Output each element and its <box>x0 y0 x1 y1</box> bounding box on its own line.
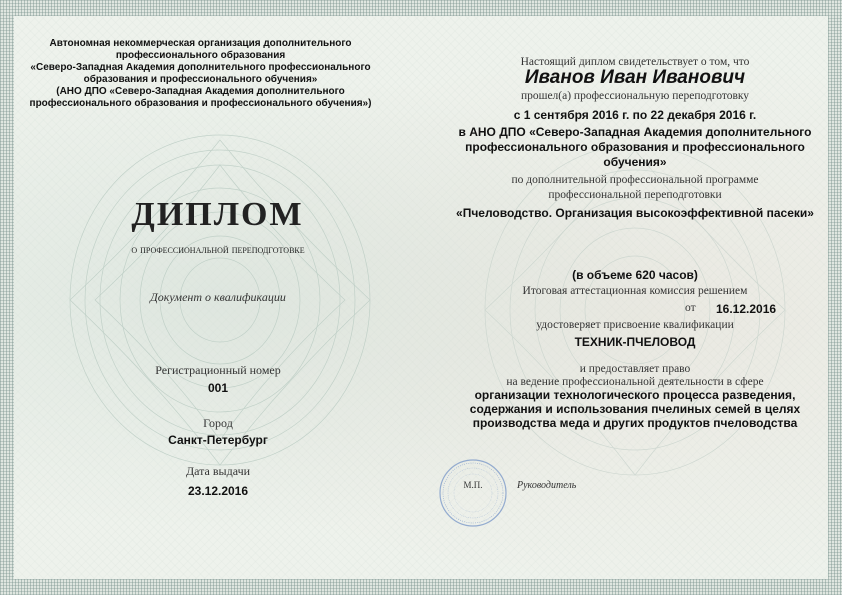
activity-intro: на ведение профессиональной деятельности в сфере <box>506 376 764 388</box>
qualification-value: ТЕХНИК-ПЧЕЛОВОД <box>574 335 696 349</box>
registration-number-label: Регистрационный номер <box>155 363 281 377</box>
diploma-subtitle: о профессиональной переподготовке <box>131 242 305 256</box>
org-line: (АНО ДПО «Северо-Западная Академия дополнительного <box>56 86 345 97</box>
ornamental-border-right <box>828 0 842 595</box>
org-line: Автономная некоммерческая организация дополнительного <box>49 38 352 49</box>
org-line: в АНО ДПО «Северо-Западная Академия дополнительного <box>458 125 812 139</box>
certify-intro: Настоящий диплом свидетельствует о том, что <box>520 56 750 68</box>
program-name: «Пчеловодство. Организация высокоэффективной пасеки» <box>456 206 814 220</box>
ornamental-border-bottom <box>0 579 842 595</box>
training-period: с 1 сентября 2016 г. по 22 декабря 2016 г. <box>513 108 757 122</box>
document-type: Документ о квалификации <box>150 290 286 304</box>
org-line: «Северо-Западная Академия дополнительного профессионального <box>30 62 371 73</box>
program-intro-line: по дополнительной профессиональной программе <box>511 174 759 186</box>
activity-line: организации технологического процесса разведения, <box>474 388 796 402</box>
stamp-seal <box>438 458 508 528</box>
activity-line: производства меда и других продуктов пчеловодства <box>472 416 798 430</box>
activity-line: содержания и использования пчелиных семей в целях <box>469 402 801 416</box>
decision-from-label: от <box>685 302 696 314</box>
commission-decision-text: Итоговая аттестационная комиссия решением <box>522 285 748 297</box>
org-line: профессионального образования <box>115 50 286 61</box>
program-intro-line: профессиональной переподготовки <box>548 189 722 201</box>
activity-field <box>445 388 825 430</box>
program-intro <box>455 173 815 203</box>
decision-date: 16.12.2016 <box>716 302 777 316</box>
issue-date-label: Дата выдачи <box>185 464 251 478</box>
city-label: Город <box>203 416 233 430</box>
diploma-title: ДИПЛОМ <box>131 196 304 233</box>
city-value: Санкт-Петербург <box>168 433 268 447</box>
ornamental-border-top <box>0 0 842 16</box>
seal-label: М.П. <box>463 480 483 490</box>
org-line: образования и профессионального обучения» <box>83 74 318 85</box>
ornamental-border-left <box>0 0 14 595</box>
head-signature-label: Руководитель <box>517 480 577 491</box>
program-hours: (в объеме 620 часов) <box>572 268 698 282</box>
issue-date-value: 23.12.2016 <box>187 484 249 498</box>
grant-right-text: и предоставляет право <box>579 363 691 375</box>
org-line: профессионального образования и профессионального <box>465 140 805 154</box>
qualification-intro: удостоверяет присвоение квалификации <box>536 319 734 331</box>
passed-retraining-text: прошел(а) профессиональную переподготовку <box>520 90 750 102</box>
org-line: профессионального образования и профессионального обучения») <box>29 98 372 109</box>
registration-number-value: 001 <box>207 381 229 395</box>
issuing-organization <box>28 38 373 110</box>
training-organization <box>445 125 825 170</box>
org-line: обучения» <box>603 155 667 169</box>
recipient-name: Иванов Иван Иванович <box>524 67 746 88</box>
